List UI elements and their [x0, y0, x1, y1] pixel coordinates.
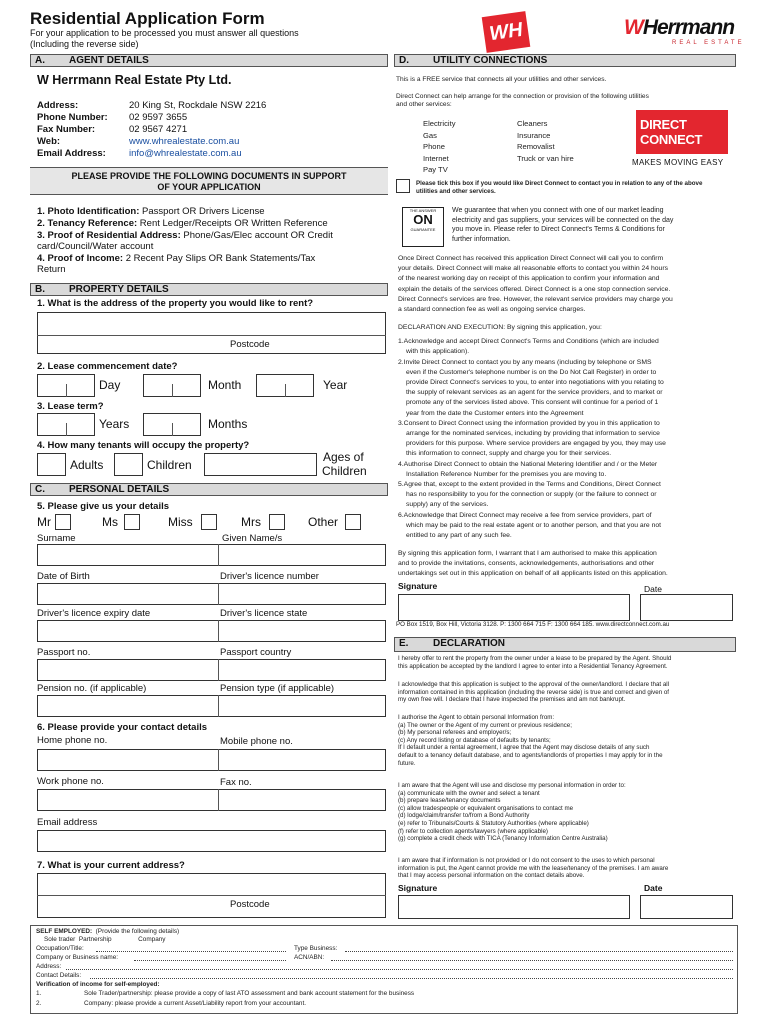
- divider: [37, 335, 386, 336]
- doc-item-2: 2. Tenancy Reference: Rent Ledger/Receipts OR Written Reference: [37, 218, 328, 229]
- self-employed-heading: SELF EMPLOYED: (Provide the following details): [36, 928, 180, 935]
- contact-details-label: Contact Details:: [36, 972, 82, 979]
- brand-logo: WHerrmann: [624, 16, 735, 39]
- title-mr-checkbox[interactable]: [55, 514, 71, 530]
- dc-process-text: Once Direct Connect has received this application Direct Connect will call you to confirm your details. Direct Connect will make all reasonable efforts to contact you within 24 hours of the nearest working day on receipt of this application to confirm your information and explain the details of the services offered. Direct Connect is a one stop connection service. Direct Connect's services are free. However, the relevant service providers may charge you a standard connection fee as well as ongoing service charges.: [398, 255, 673, 314]
- divider: [66, 384, 67, 397]
- direct-connect-logo: DIRECT CONNECT: [636, 110, 728, 154]
- ages-of-label: Ages of: [323, 450, 364, 464]
- ages-children-label: Children: [322, 464, 367, 478]
- work-fax-input-row[interactable]: [37, 789, 386, 811]
- guarantee-text: We guarantee that when you connect with one of our market leading electricity and gas suppliers, your services will be connected on the day you move in. Please refer to Direct Connect's Terms & Conditions for further information.: [452, 207, 674, 243]
- direct-connect-tagline: MAKES MOVING EASY: [632, 158, 724, 167]
- pension-input-row[interactable]: [37, 695, 386, 717]
- on-guarantee-logo: THE ANSWER ON GUARANTEE: [402, 207, 444, 247]
- business-type-options: Sole trader Partnership Company: [44, 936, 166, 943]
- question-3: 3. Lease term?: [37, 401, 104, 412]
- home-phone-label: Home phone no.: [37, 735, 108, 746]
- question-2: 2. Lease commencement date?: [37, 361, 178, 372]
- children-input[interactable]: [114, 453, 143, 476]
- dc-signature-label: Signature: [398, 581, 438, 591]
- fax-no-label: Fax no.: [220, 777, 252, 788]
- title-mr-label: Mr: [37, 515, 51, 529]
- question-4: 4. How many tenants will occupy the property?: [37, 440, 250, 451]
- contact-consent-checkbox[interactable]: [396, 179, 410, 193]
- pension-type-label: Pension type (if applicable): [220, 683, 335, 694]
- doc-item-4-cont: Return: [37, 264, 66, 275]
- dc-date-label: Date: [644, 584, 662, 594]
- free-service-text: This is a FREE service that connects all your utilities and other services.: [396, 76, 607, 83]
- email-input[interactable]: [37, 830, 386, 852]
- applicant-date-label: Date: [644, 883, 663, 893]
- section-b-header: B. PROPERTY DETAILS: [30, 283, 388, 296]
- verification-2: Company: please provide a current Asset/Liability report from your accountant.: [84, 1000, 307, 1007]
- title-ms-label: Ms: [102, 515, 118, 529]
- occupation-input[interactable]: [96, 951, 286, 952]
- day-label: Day: [99, 378, 121, 392]
- business-name-label: Company or Business name:: [36, 954, 119, 961]
- declaration-acknowledge: I acknowledge that this application is subject to the approval of the owner/landlord. I declare that all information contained in this application (including the reverse side) is true and correct and given of my own free will. I declare that I have inspected the premises and am not bankrupt.: [398, 681, 670, 704]
- applicant-signature-label: Signature: [398, 883, 438, 893]
- contact-consent-text: Please tick this box if you would like Direct Connect to contact you in relation to any of the above utilities and other services.: [416, 180, 703, 195]
- licence-input-row[interactable]: [37, 620, 386, 642]
- contact-details-input[interactable]: [90, 978, 733, 979]
- title-mrs-checkbox[interactable]: [269, 514, 285, 530]
- utilities-right-list: Cleaners Insurance Removalist Truck or van hire: [517, 119, 574, 163]
- mobile-phone-label: Mobile phone no.: [220, 736, 293, 747]
- doc-item-3-cont: card/Council/Water account: [37, 241, 154, 252]
- year-label: Year: [323, 378, 348, 392]
- passport-input-row[interactable]: [37, 659, 386, 681]
- documents-banner: PLEASE PROVIDE THE FOLLOWING DOCUMENTS IN SUPPORT OF YOUR APPLICATION: [30, 167, 388, 195]
- title-miss-checkbox[interactable]: [201, 514, 217, 530]
- declaration-offer: I hereby offer to rent the property from the owner under a lease to be prepared by the Agent. Should this application be accepted by the landlord I agree to enter into a Residential Tenancy Agreement.: [398, 655, 672, 670]
- title-miss-label: Miss: [168, 515, 193, 529]
- business-address-input[interactable]: [66, 969, 733, 970]
- passport-country-label: Passport country: [220, 647, 292, 658]
- declaration-authorise: I authorise the Agent to obtain personal Information from: (a) The owner or the Agent of my current or previous residence; (b) My personal referees and employer/s; (c) Any record listing or database of defaults by tenants; If I default under a rental agreement, I agree that the Agent may disclose details of any such default to a tenancy default database, and to agents/landlords of properties I may apply for in the future.: [398, 714, 663, 767]
- phone-value: 02 9597 3655: [129, 112, 188, 123]
- years-label: Years: [99, 417, 130, 431]
- adults-label: Adults: [70, 458, 104, 472]
- home-mobile-input-row[interactable]: [37, 749, 386, 771]
- doc-item-3: 3. Proof of Residential Address: Phone/Gas/Elec account OR Credit: [37, 230, 333, 241]
- business-address-label: Address:: [36, 963, 62, 970]
- email-address-label: Email address: [37, 817, 98, 828]
- divider: [218, 583, 219, 605]
- applicant-signature-field[interactable]: [398, 895, 630, 919]
- form-subtitle: For your application to be processed you must answer all questions (Including the reverse side): [30, 28, 299, 49]
- web-link[interactable]: www.whrealestate.com.au: [129, 136, 240, 147]
- divider: [218, 659, 219, 681]
- divider: [285, 384, 286, 397]
- divider: [172, 384, 173, 397]
- question-5: 5. Please give us your details: [37, 501, 170, 512]
- licence-state-label: Driver's licence state: [220, 608, 308, 619]
- dc-signature-field[interactable]: [398, 594, 630, 621]
- name-input-row[interactable]: [37, 544, 386, 566]
- passport-no-label: Passport no.: [37, 647, 91, 658]
- utilities-left-list: Electricity Gas Phone Internet Pay TV: [423, 119, 456, 174]
- section-e-header: E. DECLARATION: [394, 637, 736, 652]
- dc-footer: PO Box 1519, Box Hill, Victoria 3128. P: 1300 664 715 F: 1300 664 185. www.directconnect.com.au: [396, 621, 670, 628]
- form-title: Residential Application Form: [30, 9, 265, 28]
- adults-input[interactable]: [37, 453, 66, 476]
- section-a-header: A. AGENT DETAILS: [30, 54, 388, 67]
- dob-licence-input-row[interactable]: [37, 583, 386, 605]
- divider: [37, 895, 386, 896]
- phone-label: Phone Number:: [37, 112, 108, 123]
- email-label: Email Address:: [37, 148, 106, 159]
- question-7: 7. What is your current address?: [37, 860, 185, 871]
- divider: [218, 749, 219, 771]
- question-1: 1. What is the address of the property you would like to rent?: [37, 298, 314, 309]
- doc-item-4: 4. Proof of Income: 2 Recent Pay Slips OR Bank Statements/Tax: [37, 253, 316, 264]
- email-link[interactable]: info@whrealestate.com.au: [129, 148, 242, 159]
- business-name-input[interactable]: [134, 960, 286, 961]
- dob-label: Date of Birth: [37, 571, 90, 582]
- divider: [218, 695, 219, 717]
- type-business-label: Type Business:: [294, 945, 338, 952]
- declaration-awareness: I am aware that if information is not provided or I do not consent to the uses to which personal information is put, the Agent cannot provide me with the lease/tenancy of the premises. I am aware that I may access personal information on the contact details above.: [398, 857, 669, 880]
- surname-label: Surname: [37, 533, 76, 544]
- dc-declaration: DECLARATION AND EXECUTION: By signing this application, you: 1.Acknowledge and accept Direct Connect's Terms and Conditions (which are included with this application). 2.Invite Direct Connect to contact you by any means (including by telephone or SMS even if the Customer's telephone number is on the Do Not Call Register) in order to provide Direct Connect's services to you, to enter into negotiations with you relating to the supply of relevant services as an agent for the service providers, and to market or promote any of the services listed above. This consent will continue for a period of 1 year from the date the Customer enters into the Agreement 3.Consent to Direct Connect using the information provided by you in this application to arrange for the nominated services, including by providing that information to service providers for this purpose. Where service providers are engaged by you, they may use this information to connect, supply and charge you for their services. 4.Authorise Direct Connect to obtain the National Metering Identifier and / or the Meter Installation Reference Number for the premises you are moving to. 5.Agree that, except to the extent provided in the Terms and Conditions, Direct Connect has no responsibility to you for the connection or supply (or the failure to connect or supply) any of the services. 6.Acknowledge that Direct Connect may receive a fee from service providers, part of which may be paid to the real estate agent or to another person, and that you are not entitled to any part of any such fee.: [398, 324, 666, 540]
- children-ages-input[interactable]: [204, 453, 317, 476]
- brand-subtitle: REAL ESTATE: [672, 40, 745, 46]
- web-label: Web:: [37, 136, 61, 147]
- doc-item-1: 1. Photo Identification: Passport OR Drivers License: [37, 206, 265, 217]
- acn-input[interactable]: [331, 960, 733, 961]
- dc-intro: Direct Connect can help arrange for the connection or provision of the following utilities and other services:: [396, 93, 649, 109]
- month-label: Month: [208, 378, 242, 392]
- type-business-input[interactable]: [345, 951, 733, 952]
- children-label: Children: [147, 458, 192, 472]
- pension-no-label: Pension no. (if applicable): [37, 683, 147, 694]
- title-mrs-label: Mrs: [241, 515, 261, 529]
- occupation-label: Occupation/Title:: [36, 945, 84, 952]
- agent-company: W Herrmann Real Estate Pty Ltd.: [37, 73, 232, 87]
- address-label: Address:: [37, 100, 79, 111]
- wh-logo-mark: WH: [482, 11, 531, 53]
- dc-warranty: By signing this application form, I warrant that I am authorised to make this application and to provide the invitations, consents, acknowledgements, authorisations and other undertakings set out in this application on behalf of all applicants listed on this application.: [398, 550, 668, 577]
- divider: [218, 789, 219, 811]
- title-other-label: Other: [308, 515, 339, 529]
- declaration-personal-info: I am aware that the Agent will use and disclose my personal information in order to: (a) communicate with the owner and select a tenant (b) prepare lease/tenancy documents (c) allow tradespeople or equivalent organisations to contact me (d) lodge/claim/transfer to/from a Bond Authority (e) refer to Tribunals/Courts & Statutory Authorities (where applicable) (f) refer to collection agents/lawyers (where applicable) (g) complete a credit check with TICA (Tenancy Information Centre Australia): [398, 782, 626, 843]
- address-value: 20 King St, Rockdale NSW 2216: [129, 100, 267, 111]
- licence-number-label: Driver's licence number: [220, 571, 319, 582]
- verification-2-number: 2.: [36, 1000, 42, 1007]
- months-label: Months: [208, 417, 248, 431]
- applicant-date-field[interactable]: [640, 895, 733, 919]
- work-phone-label: Work phone no.: [37, 776, 104, 787]
- current-postcode-label: Postcode: [230, 899, 270, 910]
- acn-label: ACN/ABN:: [294, 954, 325, 961]
- given-names-label: Given Name/s: [222, 533, 283, 544]
- postcode-label: Postcode: [230, 339, 270, 350]
- property-address-input[interactable]: [37, 312, 386, 354]
- verification-heading: Verification of income for self-employed:: [36, 981, 160, 988]
- divider: [218, 620, 219, 642]
- section-d-header: D. UTILITY CONNECTIONS: [394, 54, 736, 67]
- title-other-checkbox[interactable]: [345, 514, 361, 530]
- fax-label: Fax Number:: [37, 124, 96, 135]
- question-6: 6. Please provide your contact details: [37, 722, 208, 733]
- section-c-header: C. PERSONAL DETAILS: [30, 483, 388, 496]
- dc-date-field[interactable]: [640, 594, 733, 621]
- divider: [172, 423, 173, 436]
- verification-1-number: 1.: [36, 990, 42, 997]
- verification-1: Sole Trader/partnership: please provide a copy of last ATO assessment and bank account statement for the business: [84, 990, 415, 997]
- title-ms-checkbox[interactable]: [124, 514, 140, 530]
- divider: [66, 423, 67, 436]
- licence-expiry-label: Driver's licence expiry date: [37, 608, 151, 619]
- fax-value: 02 9567 4271: [129, 124, 188, 135]
- divider: [218, 544, 219, 566]
